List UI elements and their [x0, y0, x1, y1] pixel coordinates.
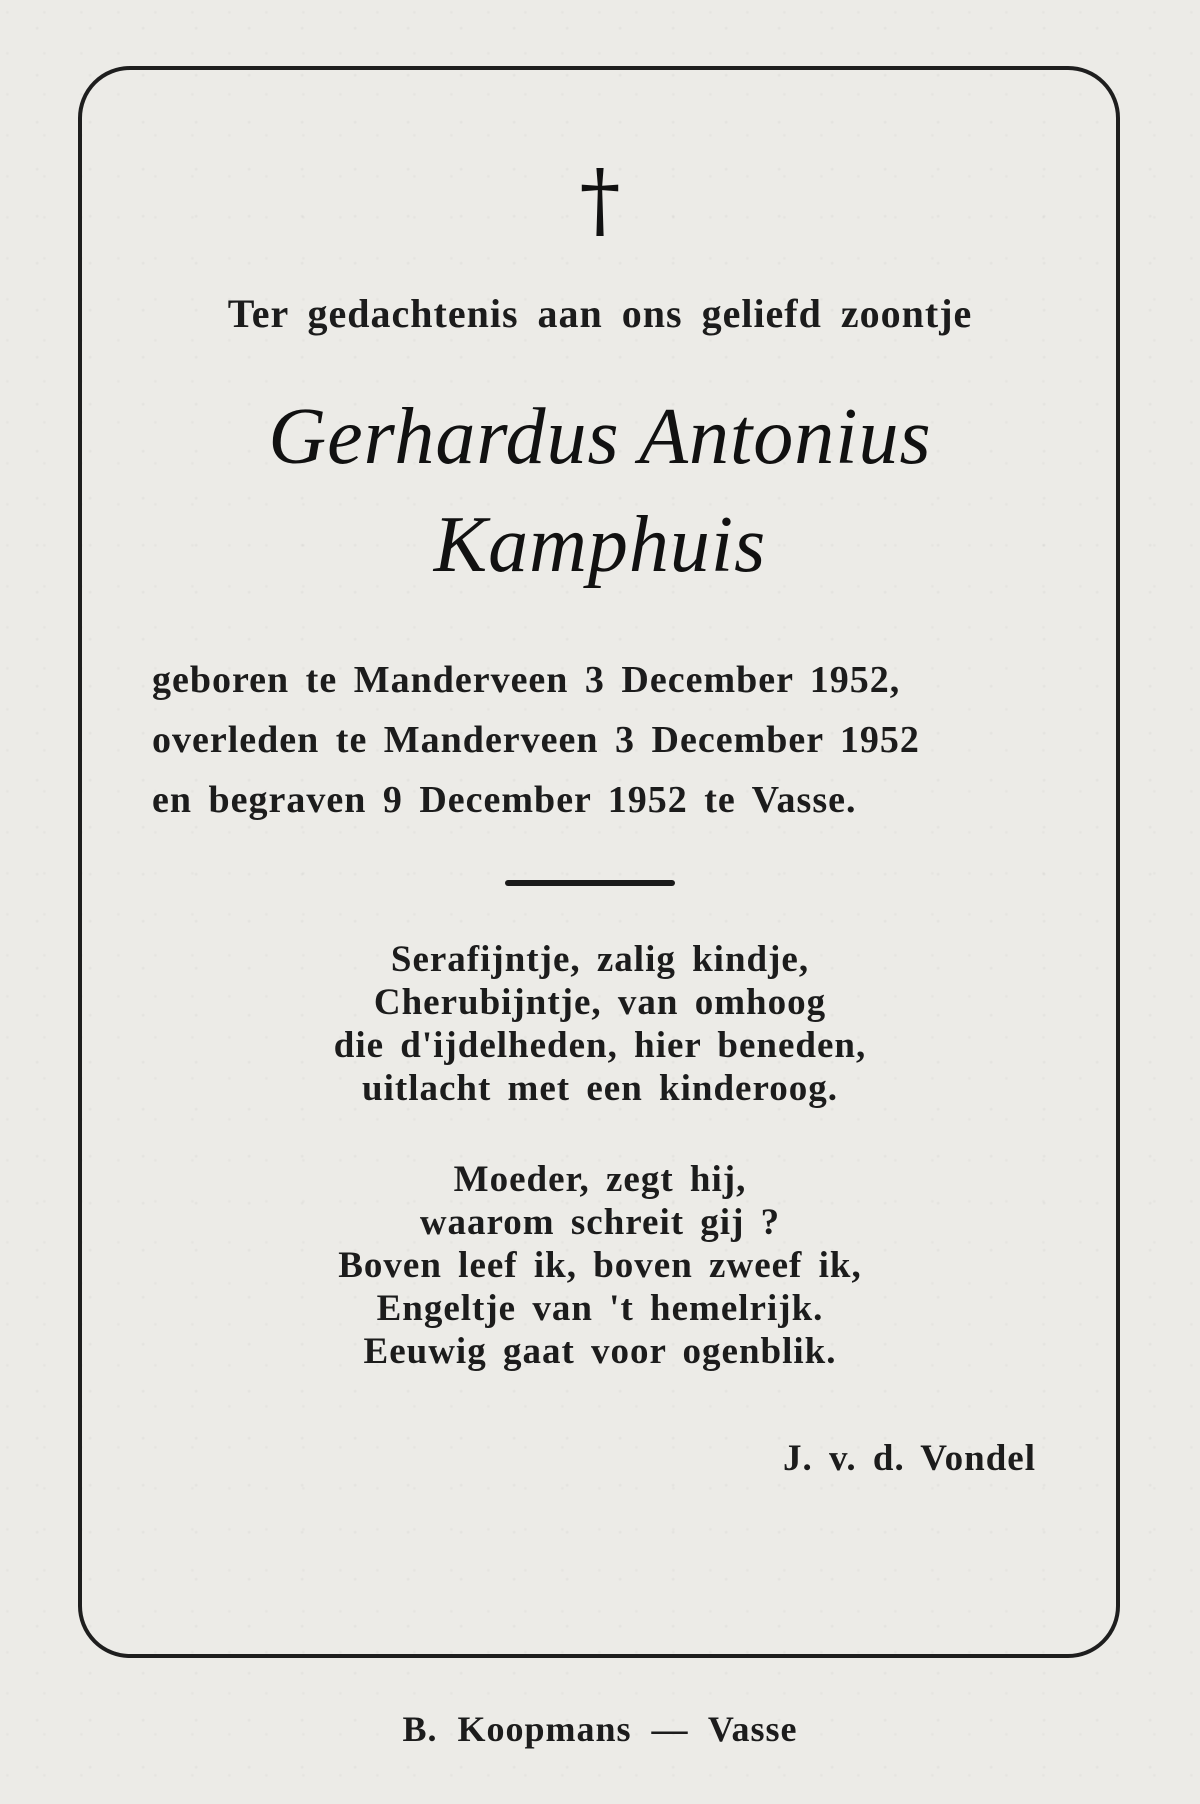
- poem-line: Eeuwig gaat voor ogenblik.: [363, 1331, 837, 1372]
- birth-line: geboren te Manderveen 3 December 1952,: [152, 659, 901, 701]
- deceased-surname: Kamphuis: [433, 501, 767, 589]
- printer-credit: B. Koopmans — Vasse: [402, 1709, 798, 1749]
- cross-icon: †: [579, 153, 621, 248]
- poem-line: Moeder, zegt hij,: [453, 1159, 747, 1200]
- poem-line: die d'ijdelheden, hier beneden,: [333, 1025, 867, 1066]
- poem-line: uitlacht met een kinderoog.: [362, 1068, 838, 1109]
- poem-stanza-2: [0, 1158, 1200, 1373]
- burial-line: en begraven 9 December 1952 te Vasse.: [152, 779, 857, 821]
- poem-stanza-1: [0, 938, 1200, 1110]
- deceased-given-names: Gerhardus Antonius: [268, 393, 932, 481]
- poem-line: Boven leef ik, boven zweef ik,: [338, 1245, 862, 1286]
- poem-line: waarom schreit gij ?: [419, 1202, 781, 1243]
- poem-line: Serafijntje, zalig kindje,: [390, 939, 810, 980]
- poem-author: J. v. d. Vondel: [782, 1438, 1036, 1479]
- memorial-intro: Ter gedachtenis aan ons geliefd zoontje: [227, 291, 973, 336]
- poem-line: Engeltje van 't hemelrijk.: [376, 1288, 824, 1329]
- poem-line: Cherubijntje, van omhoog: [373, 982, 827, 1023]
- life-facts: [152, 650, 1052, 830]
- divider-rule: [505, 880, 675, 886]
- death-line: overleden te Manderveen 3 December 1952: [152, 719, 920, 761]
